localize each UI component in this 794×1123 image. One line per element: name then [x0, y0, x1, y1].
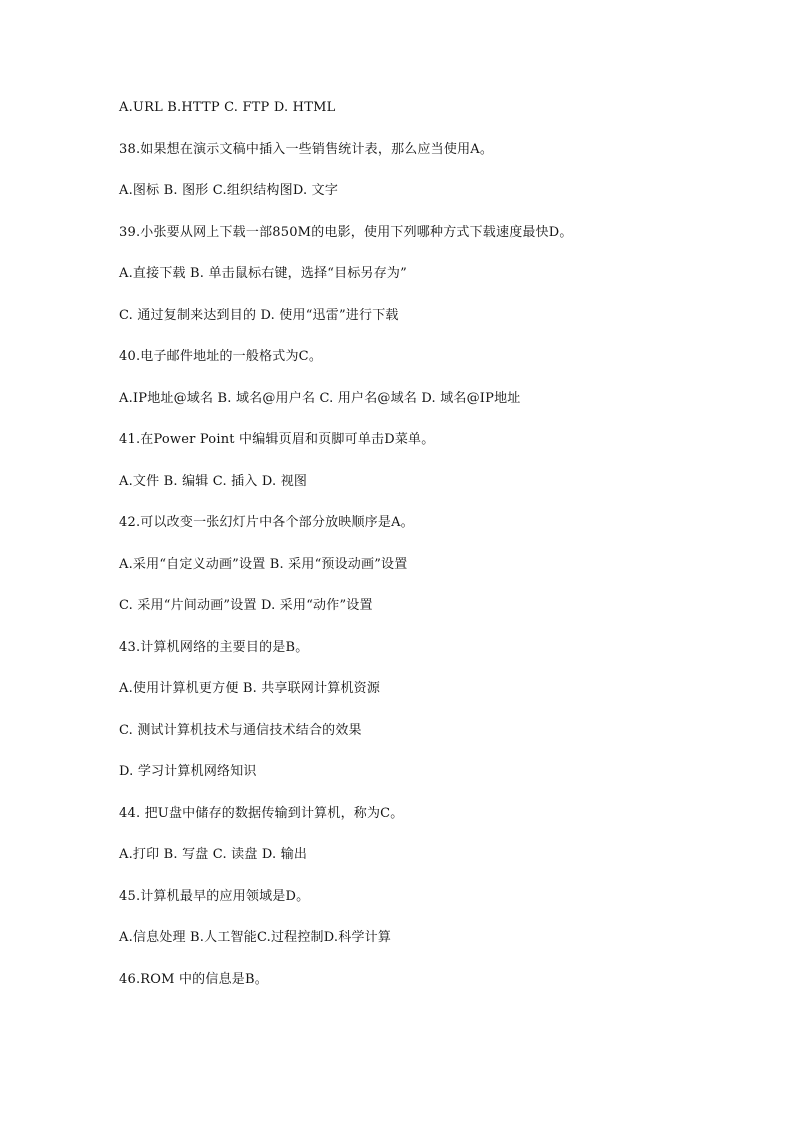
text-line: A.URL B.HTTP C. FTP D. HTML: [119, 100, 336, 115]
question-38: 38.如果想在演示文稿中插入一些销售统计表，那么应当使用A。: [119, 142, 494, 157]
options-43-a-b: A.使用计算机更方便 B. 共享联网计算机资源: [119, 681, 381, 696]
question-46: 46.ROM 中的信息是B。: [119, 972, 268, 987]
options-42-c-d: C. 采用“片间动画”设置 D. 采用“动作”设置: [119, 598, 373, 613]
question-45: 45.计算机最早的应用领域是D。: [119, 889, 310, 904]
options-45: A.信息处理 B.人工智能C.过程控制D.科学计算: [119, 930, 392, 945]
options-42-a-b: A.采用“自定义动画”设置 B. 采用“预设动画”设置: [119, 557, 408, 572]
question-41: 41.在Power Point 中编辑页眉和页脚可单击D菜单。: [119, 432, 435, 447]
options-38: A.图标 B. 图形 C.组织结构图D. 文字: [119, 183, 339, 198]
question-42: 42.可以改变一张幻灯片中各个部分放映顺序是A。: [119, 515, 414, 530]
options-39-c-d: C. 通过复制来达到目的 D. 使用“迅雷”进行下载: [119, 308, 399, 323]
options-43-c: C. 测试计算机技术与通信技术结合的效果: [119, 723, 362, 738]
options-41: A.文件 B. 编辑 C. 插入 D. 视图: [119, 474, 308, 489]
options-40: A.IP地址@域名 B. 域名@用户名 C. 用户名@域名 D. 域名@IP地址: [119, 391, 521, 406]
question-40: 40.电子邮件地址的一般格式为C。: [119, 349, 323, 364]
options-39-a-b: A.直接下载 B. 单击鼠标右键，选择“目标另存为”: [119, 266, 407, 281]
question-39: 39.小张要从网上下载一部850M的电影，使用下列哪种方式下载速度最快D。: [119, 225, 573, 240]
question-43: 43.计算机网络的主要目的是B。: [119, 640, 309, 655]
options-43-d: D. 学习计算机网络知识: [119, 764, 257, 779]
options-44: A.打印 B. 写盘 C. 读盘 D. 输出: [119, 847, 308, 862]
question-44: 44. 把U盘中储存的数据传输到计算机，称为C。: [119, 806, 404, 821]
